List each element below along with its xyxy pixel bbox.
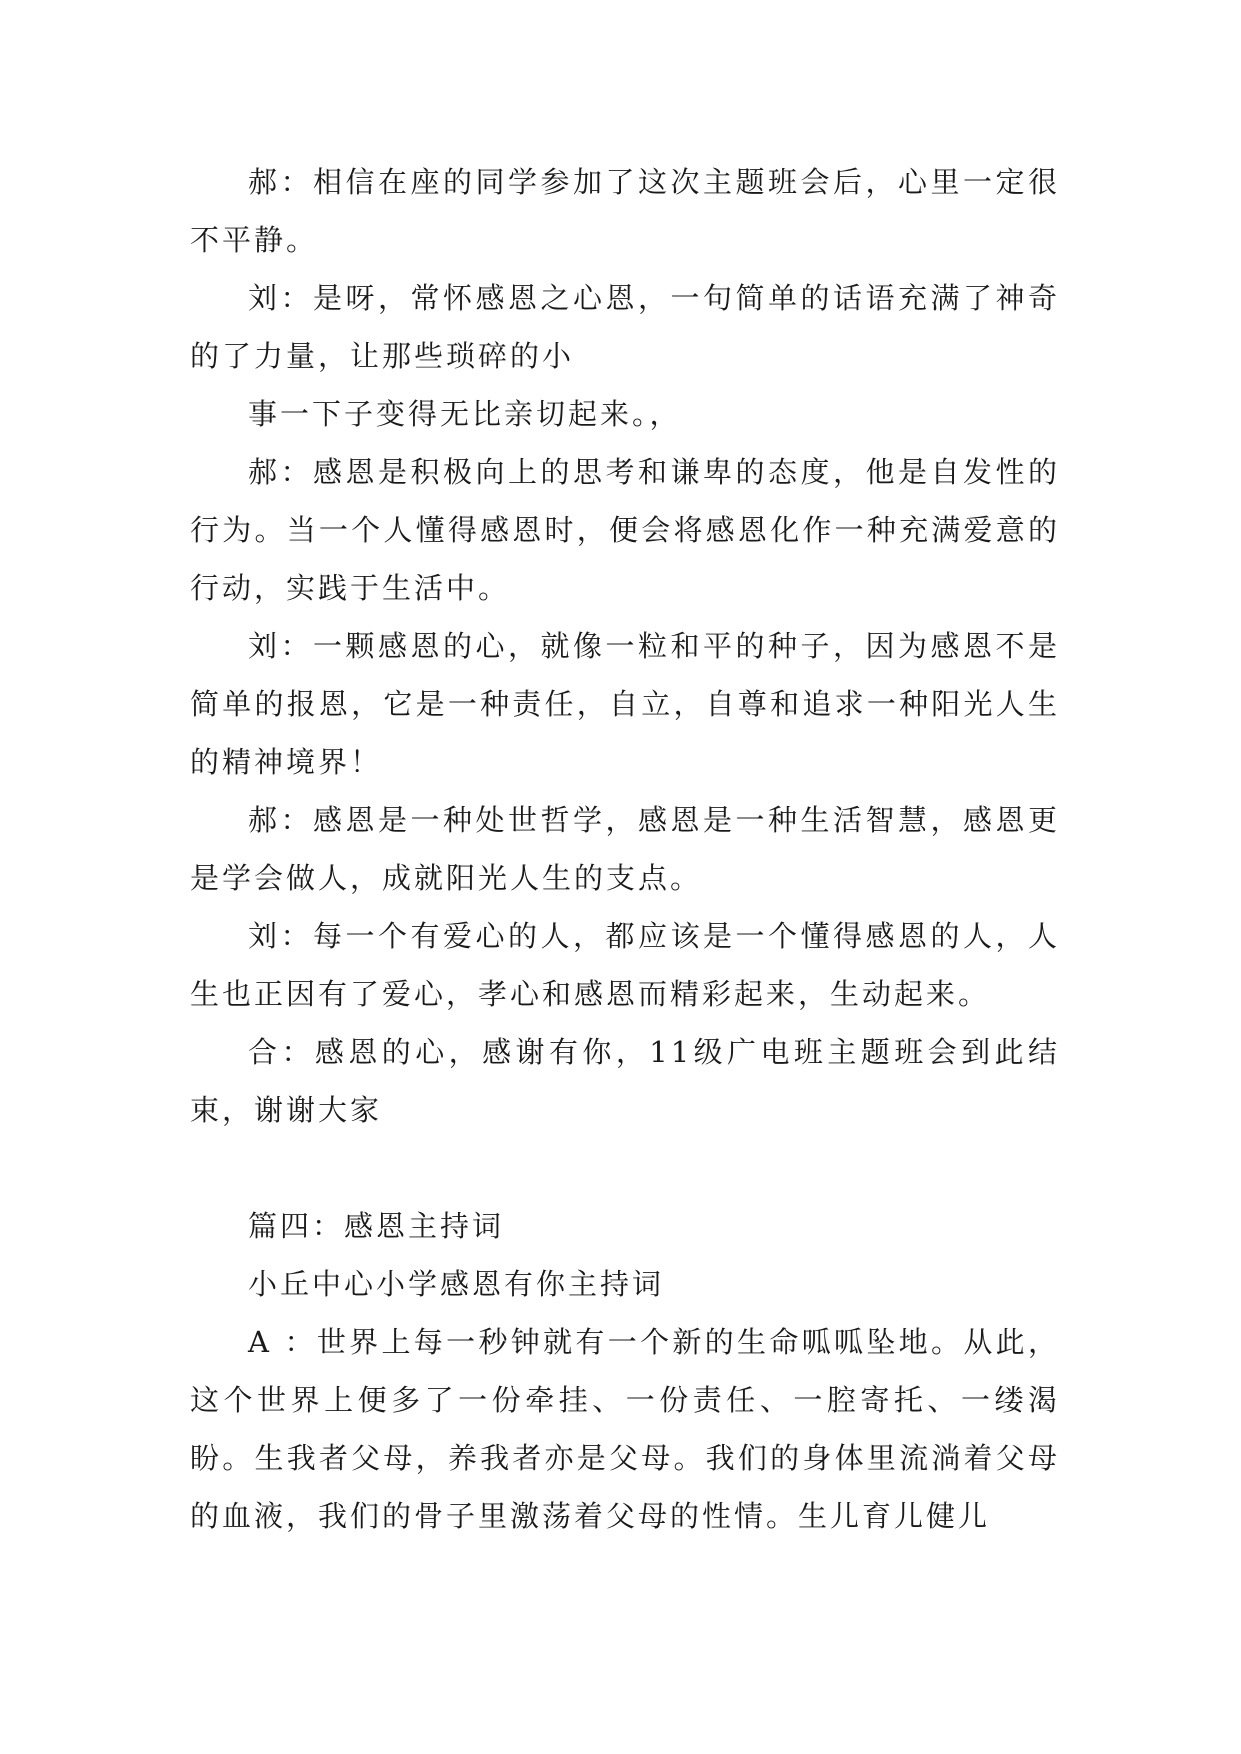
section-heading: 篇四：感恩主持词 xyxy=(248,1209,505,1243)
paragraph-liu-1: 刘：是呀，常怀感恩之心恩，一句简单的话语充满了神奇的了力量，让那些琐碎的小 xyxy=(190,281,1060,373)
document-page xyxy=(190,153,1060,1545)
paragraph-hao-2: 郝：感恩是积极向上的思考和谦卑的态度，他是自发性的行为。当一个人懂得感恩时，便会将感恩化作一种充满爱意的行动，实践于生活中。 xyxy=(190,455,1060,605)
paragraph-together: 合：感恩的心，感谢有你，11级广电班主题班会到此结束，谢谢大家 xyxy=(190,1035,1060,1127)
paragraph-liu-2: 刘：一颗感恩的心，就像一粒和平的种子，因为感恩不是简单的报恩，它是一种责任，自立，自尊和追求一种阳光人生的精神境界！ xyxy=(190,629,1060,779)
document-title: 小丘中心小学感恩有你主持词 xyxy=(248,1267,665,1301)
paragraph-a-1: A ：世界上每一秒钟就有一个新的生命呱呱坠地。从此，这个世界上便多了一份牵挂、一份责任、一腔寄托、一缕渴盼。生我者父母，养我者亦是父母。我们的身体里流淌着父母的血液，我们的骨子里激荡着父母的性情。生儿育儿健儿 xyxy=(190,1325,1060,1533)
paragraph-liu-3: 刘：每一个有爱心的人，都应该是一个懂得感恩的人，人生也正因有了爱心，孝心和感恩而精彩起来，生动起来。 xyxy=(190,919,1060,1011)
paragraph-hao-3: 郝：感恩是一种处世哲学，感恩是一种生活智慧，感恩更是学会做人，成就阳光人生的支点。 xyxy=(190,803,1060,895)
paragraph-liu-1-continued: 事一下子变得无比亲切起来。， xyxy=(248,397,682,431)
section-gap xyxy=(190,1139,1060,1197)
paragraph-hao-1: 郝：相信在座的同学参加了这次主题班会后，心里一定很不平静。 xyxy=(190,165,1060,257)
